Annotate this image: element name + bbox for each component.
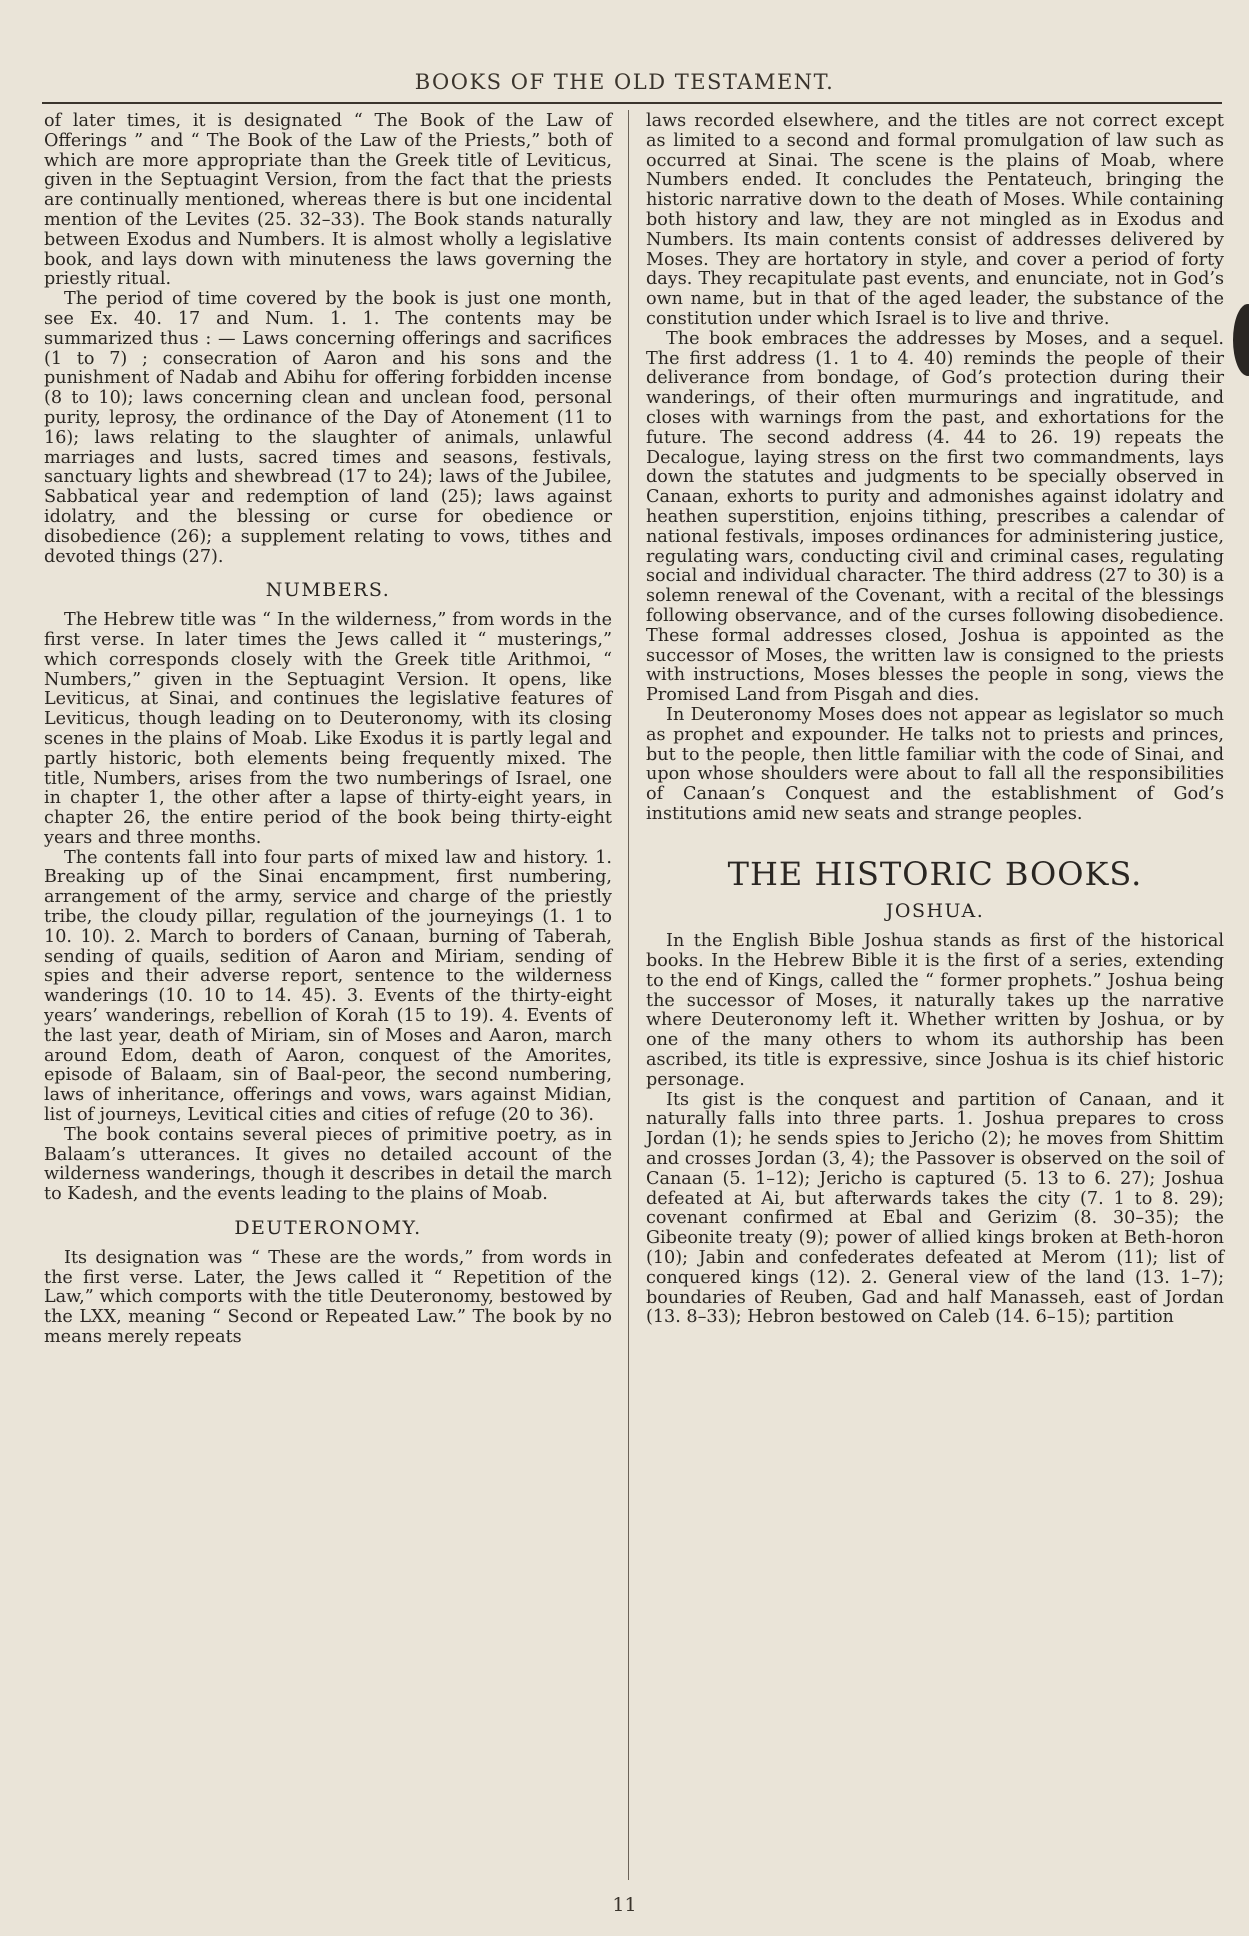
joshua-paragraph-2: Its gist is the conquest and partition of Canaan, and it naturally falls into three parts. 1. Joshua prepares to cross Jordan (1); he sends spies to Jericho (2); he moves from Shittim and crosses Jordan (3, 4); the Passover is observed on the soil of Canaan (5. 1–12); Jericho is captured (5. 13 to 6. 27); Joshua defeated at Ai, but afterwards takes the city (7. 1 to 8. 29); covenant confirmed at Ebal and Gerizim (8. 30–35); the Gibeonite treaty (9); power of allied kings broken at Beth-horon (10); Jabin and confederates defeated at Merom (11); list of conquered kings (12). 2. General view of the land (13. 1–7); boundaries of Reuben, Gad and half Manasseh, east of Jordan (13. 8–33); Hebron bestowed on Caleb (14. 6–15); partition <box>646 1089 1224 1328</box>
numbers-paragraph-1: The Hebrew title was “ In the wilderness,” from words in the first verse. In later times the Jews called it “ musterings,” which corresponds closely with the Greek title Arithmoi, “ Numbers,” given in the Septuagint Version. It opens, like Leviticus, at Sinai, and continues the legislative features of Leviticus, though leading on to Deuteronomy, with its closing scenes in the plains of Moab. Like Exodus it is partly legal and partly historic, both elements being frequently mixed. The title, Numbers, arises from the two numberings of Israel, one in chapter 1, the other after a lapse of thirty-eight years, in chapter 26, the entire period of the book being thirty-eight years and three months. <box>44 610 612 848</box>
leviticus-paragraph-2: The period of time covered by the book is just one month, see Ex. 40. 17 and Num. 1. 1. The contents may be summarized thus : — Laws concerning offerings and sacrifices (1 to 7) ; consecration of Aaron and his sons and the punishment of Nadab and Abihu for offering forbidden incense (8 to 10); laws concerning clean and unclean food, personal purity, leprosy, the ordinance of the Day of Atonement (11 to 16); laws relating to the slaughter of animals, unlawful marriages and lusts, sacred times and seasons, festivals, sanctuary lights and shewbread (17 to 24); laws of the Jubilee, Sabbatical year and redemption of land (25); laws against idolatry, and the blessing or curse for obedience or disobedience (26); a supplement relating to vows, tithes and devoted things (27). <box>44 289 612 567</box>
deuteronomy-paragraph-2: laws recorded elsewhere, and the titles are not correct except as limited to a second and formal promulgation of law such as occurred at Sinai. The scene is the plains of Moab, where Numbers ended. It concludes the Pentateuch, bringing the historic narrative down to the death of Moses. While containing both history and law, they are not mingled as in Exodus and Numbers. Its main contents consist of addresses delivered by Moses. They are hortatory in style, and cover a period of forty days. They recapitulate past events, and enunciate, not in God’s own name, but in that of the aged leader, the substance of the constitution under which Israel is to live and thrive. <box>646 111 1224 329</box>
column-divider <box>628 110 629 1880</box>
right-column <box>646 112 1224 1328</box>
thumb-index-tab <box>1233 304 1249 376</box>
left-column <box>44 112 612 1348</box>
deuteronomy-paragraph-4: In Deuteronomy Moses does not appear as legislator so much as prophet and expounder. He talks not to priests and princes, but to the people, then little familiar with the code of Sinai, and upon whose shoulders were about to fall all the responsibilities of Canaan’s Conquest and the establishment of God’s institutions amid new seats and strange peoples. <box>646 704 1224 824</box>
header-rule <box>42 102 1222 104</box>
joshua-heading: JOSHUA. <box>885 900 985 923</box>
running-head: BOOKS OF THE OLD TESTAMENT. <box>414 70 835 94</box>
deuteronomy-paragraph-3: The book embraces the addresses by Moses, and a sequel. The first address (1. 1 to 4. 40) reminds the people of their deliverance from bondage, of God’s protection during their wanderings, of their often murmurings and ingratitude, and closes with warnings from the past, and exhortations for the future. The second address (4. 44 to 26. 19) repeats the Decalogue, laying stress on the first two commandments, lays down the statutes and judgments to be specially observed in Canaan, exhorts to purity and admonishes against idolatry and heathen superstition, enjoins tithing, prescribes a calendar of national festivals, imposes ordinances for administering justice, regulating wars, conducting civil and criminal cases, regulating social and individual character. The third address (27 to 30) is a solemn renewal of the Covenant, with a recital of the blessings following observance, and of the curses following disobedience. These formal addresses closed, Joshua is appointed as the successor of Moses, the written law is consigned to the priests with instructions, Moses blesses the people in song, views the Promised Land from Pisgah and dies. <box>646 328 1224 706</box>
numbers-paragraph-2: The contents fall into four parts of mixed law and history. 1. Breaking up of the Sinai encampment, first numbering, arrangement of the army, service and charge of the priestly tribe, the cloudy pillar, regulation of the journeyings (1. 1 to 10. 10). 2. March to borders of Canaan, burning of Taberah, sending of quails, sedition of Aaron and Miriam, sending of spies and their adverse report, sentence to the wilderness wanderings (10. 10 to 14. 45). 3. Events of the thirty-eight years’ wanderings, rebellion of Korah (15 to 19). 4. Events of the last year, death of Miriam, sin of Moses and Aaron, march around Edom, death of Aaron, conquest of the Amorites, episode of Balaam, sin of Baal-peor, the second numbering, laws of inheritance, offerings and vows, wars against Midian, list of journeys, Levitical cities and cities of refuge (20 to 36). <box>44 847 612 1126</box>
leviticus-paragraph-1: of later times, it is designated “ The Book of the Law of Offerings ” and “ The Book of the Law of the Priests,” both of which are more appropriate than the Greek title of Leviticus, given in the Septuagint Version, from the fact that the priests are continually mentioned, whereas there is but one incidental mention of the Levites (25. 32–33). The Book stands naturally between Exodus and Numbers. It is almost wholly a legislative book, and lays down with minuteness the laws governing the priestly ritual. <box>44 111 612 290</box>
deuteronomy-heading: DEUTERONOMY. <box>234 1217 422 1240</box>
numbers-heading: NUMBERS. <box>265 579 391 602</box>
numbers-paragraph-3: The book contains several pieces of primitive poetry, as in Balaam’s utterances. It gives no detailed account of the wilderness wanderings, though it describes in detail the march to Kadesh, and the events leading to the plains of Moab. <box>44 1124 612 1205</box>
deuteronomy-paragraph-1: Its designation was “ These are the words,” from words in the first verse. Later, the Jews called it “ Repetition of the Law,” which comports with the title Deuteronomy, bestowed by the LXX, meaning “ Second or Repeated Law.” The book by no means merely repeats <box>44 1247 612 1348</box>
joshua-paragraph-1: In the English Bible Joshua stands as first of the historical books. In the Hebrew Bible it is the first of a series, extending to the end of Kings, called the “ former prophets.” Joshua being the successor of Moses, it naturally takes up the narrative where Deuteronomy left it. Whether written by Joshua, or by one of the many others to whom its authorship has been ascribed, its title is expressive, since Joshua is its chief historic personage. <box>646 931 1224 1090</box>
page-number: 11 <box>612 1894 637 1916</box>
historic-books-heading: THE HISTORIC BOOKS. <box>727 854 1143 893</box>
